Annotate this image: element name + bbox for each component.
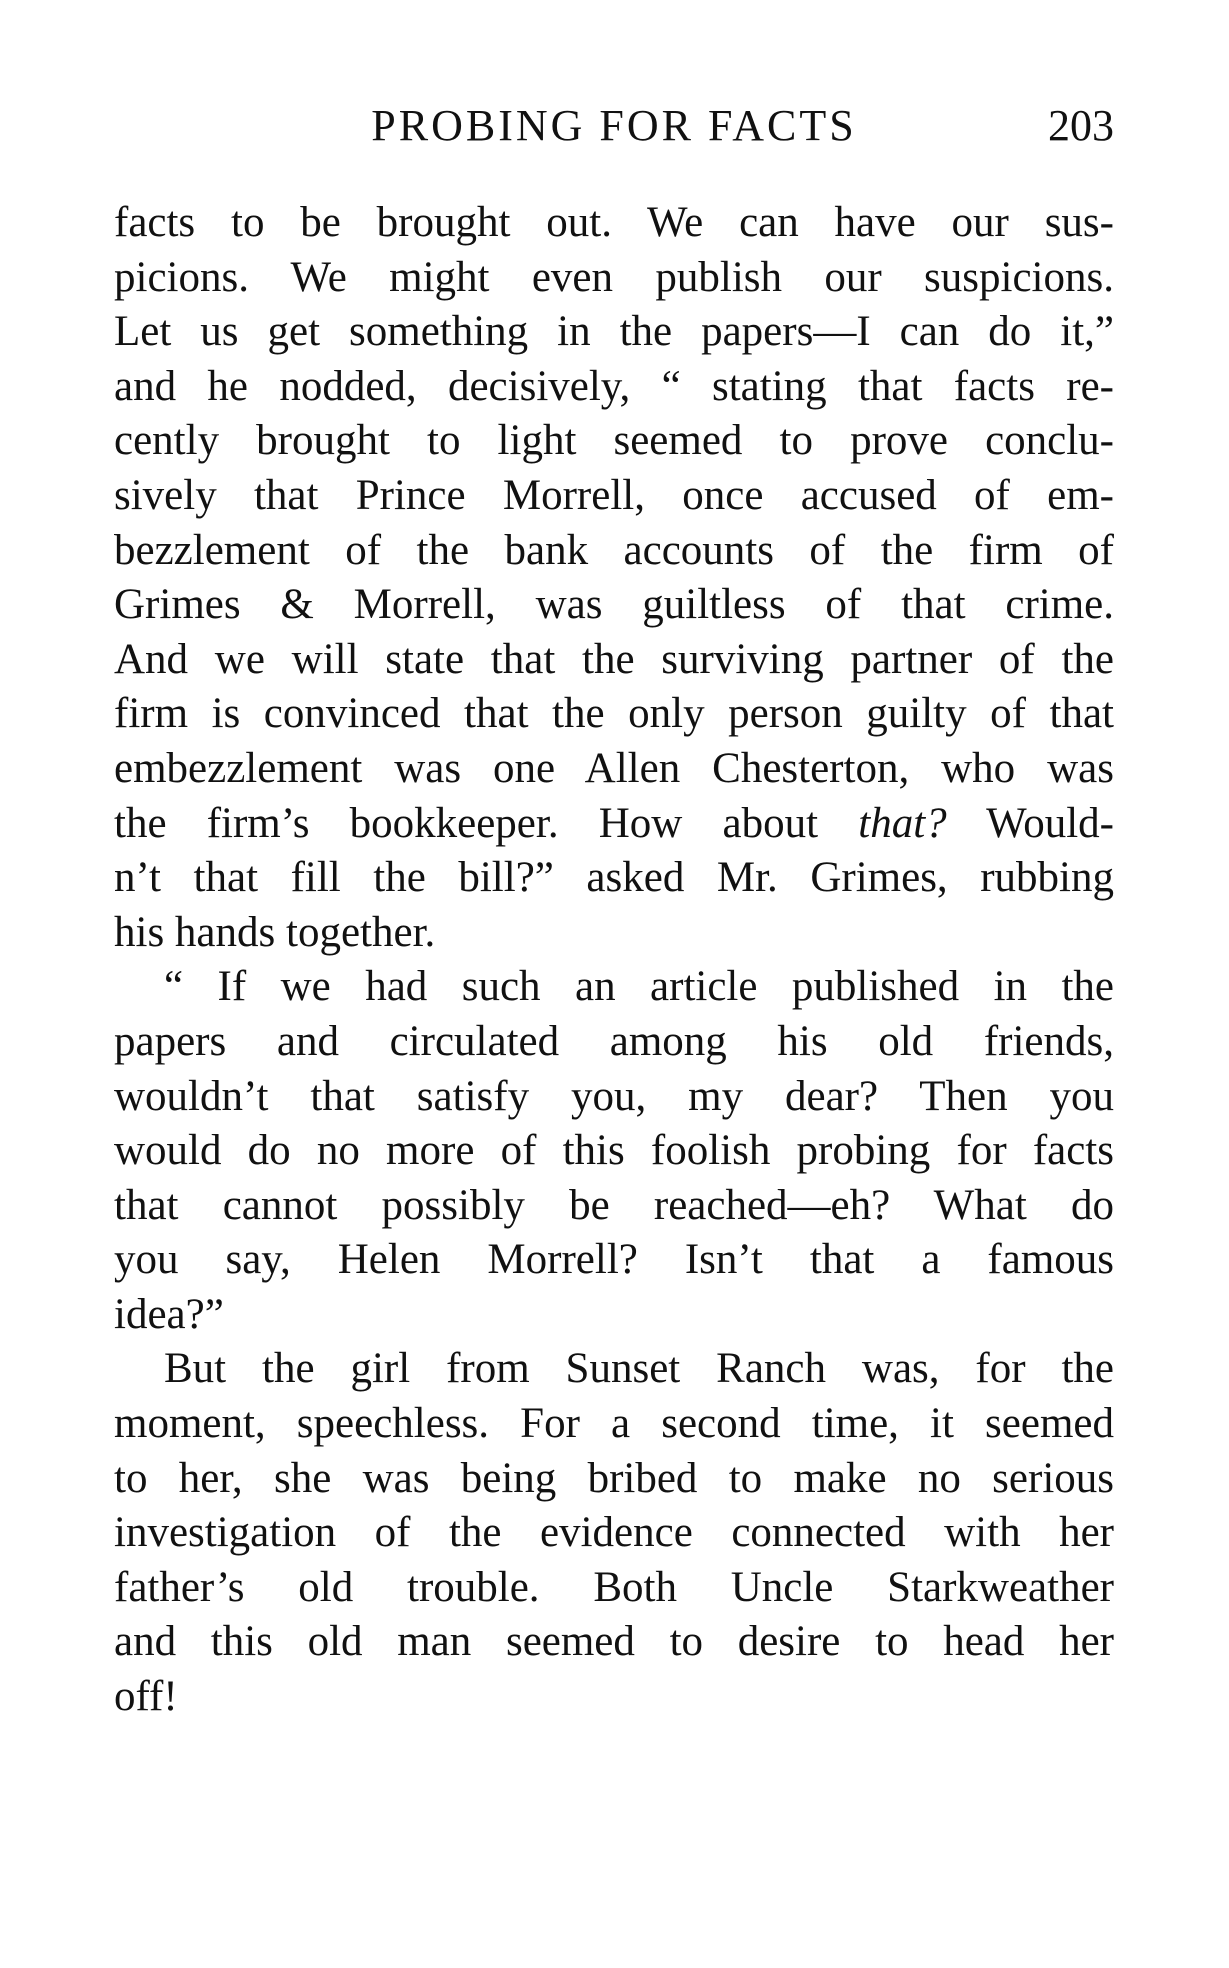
text-line: father’s old trouble. Both Uncle Starkweather [114, 1563, 1114, 1611]
text-line: and he nodded, decisively, “ stating that facts re- [114, 362, 1114, 410]
running-head [114, 96, 1114, 156]
text-line: But the girl from Sunset Ranch was, for the [164, 1345, 1114, 1393]
text-line: his hands together. [114, 908, 436, 956]
page-number: 203 [1048, 101, 1114, 150]
italic-word: that? [858, 799, 947, 847]
text-line: facts to be brought out. We can have our sus- [114, 199, 1114, 246]
text-segment: Would- [946, 799, 1114, 847]
text-line: cently brought to light seemed to prove conclu- [114, 417, 1114, 465]
text-segment: the firm’s bookkeeper. How about [114, 799, 859, 847]
text-line: And we will state that the surviving partner of the [114, 635, 1114, 683]
text-line: embezzlement was one Allen Chesterton, who was [114, 744, 1114, 792]
text-line: that cannot possibly be reached—eh? What do [114, 1181, 1114, 1229]
text-line: Let us get something in the papers—I can do it,” [114, 308, 1114, 356]
running-title: PROBING FOR FACTS [371, 101, 857, 150]
text-line: “ If we had such an article published in the [164, 963, 1114, 1011]
text-line: wouldn’t that satisfy you, my dear? Then you [114, 1072, 1114, 1120]
text-line: you say, Helen Morrell? Isn’t that a famous [114, 1236, 1114, 1284]
text-line: Grimes & Morrell, was guiltless of that crime. [114, 581, 1114, 629]
text-line: to her, she was being bribed to make no serious [114, 1454, 1114, 1502]
text-line: firm is convinced that the only person guilty of that [114, 690, 1114, 738]
text-line: sively that Prince Morrell, once accused of em- [114, 471, 1114, 519]
body-text [114, 196, 1114, 1725]
text-line: papers and circulated among his old friends, [114, 1017, 1114, 1065]
text-line: and this old man seemed to desire to head her [114, 1618, 1114, 1666]
text-line: idea?” [114, 1290, 224, 1338]
text-line: n’t that fill the bill?” asked Mr. Grimes, rubbing [114, 854, 1114, 902]
text-line: bezzlement of the bank accounts of the firm of [114, 526, 1114, 574]
text-line: picions. We might even publish our suspicions. [114, 253, 1114, 301]
text-line-with-italic [114, 797, 1114, 852]
text-line: would do no more of this foolish probing for facts [114, 1127, 1114, 1175]
text-line: investigation of the evidence connected with her [114, 1509, 1114, 1557]
text-line: off! [114, 1673, 178, 1721]
text-line: moment, speechless. For a second time, it seemed [114, 1400, 1114, 1448]
